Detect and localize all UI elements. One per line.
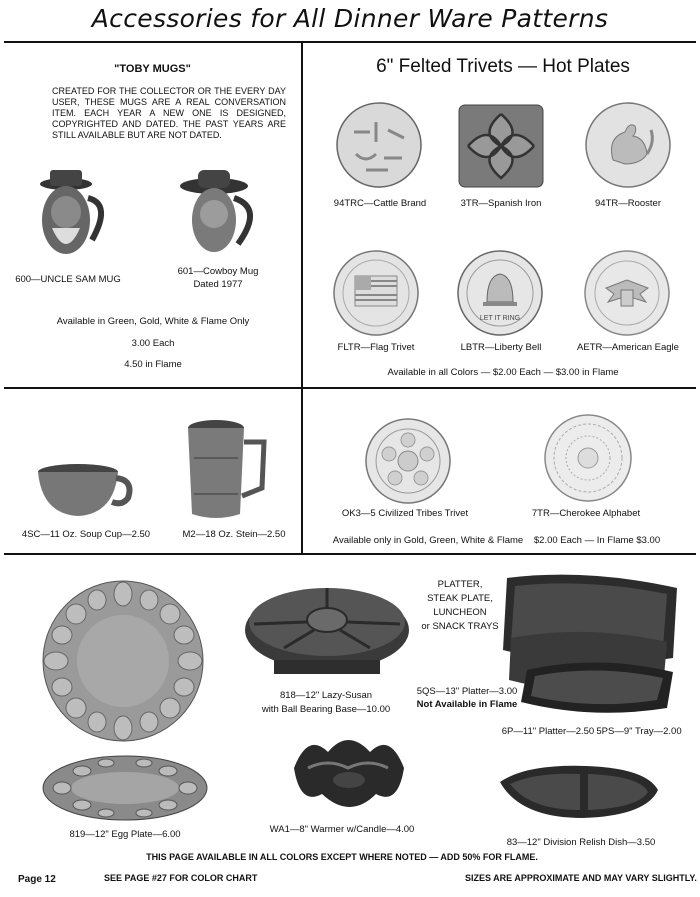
relish-caption: 83—12" Division Relish Dish—3.50 [506,837,656,848]
lazy-susan-illustration [244,582,410,680]
egg-plate-top-illustration [42,580,204,742]
page-number: Page 12 [18,874,56,885]
egg-plate-caption: 819—12" Egg Plate—6.00 [69,829,181,840]
toby-price: 3.00 Each [131,338,175,349]
civilized-tribes-trivet [365,418,451,504]
rule-bottom [4,553,696,555]
trivet-caption-rooster: 94TR—Rooster [595,198,661,209]
toby-heading: "TOBY MUGS" [114,63,191,75]
tray-9-caption: 5PS—9" Tray—2.00 [596,726,682,737]
lazy-susan-caption-1: 818—12" Lazy-Susan [279,690,373,701]
platter-set-illustration [497,568,683,718]
civilized-tribes-caption: OK3—5 Civilized Tribes Trivet [341,508,469,519]
trays-label-4: or SNACK TRAYS [421,621,499,632]
tribes-price: $2.00 Each — In Flame $3.00 [533,535,661,546]
liberty-bell-trivet [457,250,543,336]
american-eagle-trivet [584,250,670,336]
rule-mid [4,387,696,389]
uncle-sam-caption: 600—UNCLE SAM MUG [15,274,121,285]
page-title: Accessories for All Dinner Ware Patterns [91,4,609,33]
trays-label-2: STEAK PLATE, [427,593,493,604]
trays-label-1: PLATTER, [437,579,483,590]
liberty-bell-inscription: LET IT RING [479,315,521,322]
spanish-iron-trivet [458,104,544,188]
cowboy-caption-line1: 601—Cowboy Mug [177,266,259,277]
trivet-caption-eagle: AETR—American Eagle [577,342,679,353]
trays-label-3: LUNCHEON [433,607,487,618]
color-chart-note: SEE PAGE #27 FOR COLOR CHART [104,873,258,883]
platter-13-caption: 5QS—13" Platter—3.00 [416,686,518,697]
cattle-brand-trivet [336,102,422,188]
trivets-availability: Available in all Colors — $2.00 Each — $3.00 in Flame [387,367,619,378]
cowboy-caption-line2: Dated 1977 [193,279,243,290]
toby-availability: Available in Green, Gold, White & Flame Only [56,316,250,327]
cherokee-alphabet-trivet [544,414,632,502]
platter-11-caption: 6P—11" Platter—2.50 [501,726,595,737]
not-flame-note: Not Available in Flame [416,699,518,710]
egg-plate-side-illustration [42,755,208,821]
trivet-caption-liberty: LBTR—Liberty Bell [460,342,542,353]
relish-dish-illustration [496,760,662,822]
sizes-note: SIZES ARE APPROXIMATE AND MAY VARY SLIGHTLY. [465,873,697,883]
soup-cup-illustration [36,462,136,522]
trivet-caption-spanish: 3TR—Spanish Iron [460,198,542,209]
cherokee-caption: 7TR—Cherokee Alphabet [531,508,641,519]
stein-illustration [186,418,270,522]
lazy-susan-caption-2: with Ball Bearing Base—10.00 [261,704,391,715]
warmer-illustration [288,728,410,820]
divider-top-vertical [301,41,303,554]
trivets-heading: 6" Felted Trivets — Hot Plates [376,56,630,77]
toby-description: CREATED FOR THE COLLECTOR OR THE EVERY DAY USER, THESE MUGS ARE A REAL CONVERSATION ITEM. EACH YEAR A NEW ONE IS DESIGNED, COPYRIGHTED AND DATED. THE PAST YEARS ARE STILL AVAILABLE BUT ARE NOT DATED. [52,86,286,140]
uncle-sam-mug-illustration [32,168,112,258]
flag-trivet [333,250,419,336]
trivet-caption-flag: FLTR—Flag Trivet [337,342,415,353]
stein-caption: M2—18 Oz. Stein—2.50 [182,529,286,540]
trivet-caption-cattle: 94TRC—Cattle Brand [333,198,427,209]
soup-cup-caption: 4SC—11 Oz. Soup Cup—2.50 [21,529,151,540]
warmer-caption: WA1—8" Warmer w/Candle—4.00 [269,824,415,835]
rooster-trivet [585,102,671,188]
top-rule [4,41,696,43]
cowboy-mug-illustration [176,168,266,258]
toby-price-flame: 4.50 in Flame [124,359,182,370]
tribes-availability: Available only in Gold, Green, White & Flame [332,535,524,546]
page-note: THIS PAGE AVAILABLE IN ALL COLORS EXCEPT WHERE NOTED — ADD 50% FOR FLAME. [146,852,538,862]
